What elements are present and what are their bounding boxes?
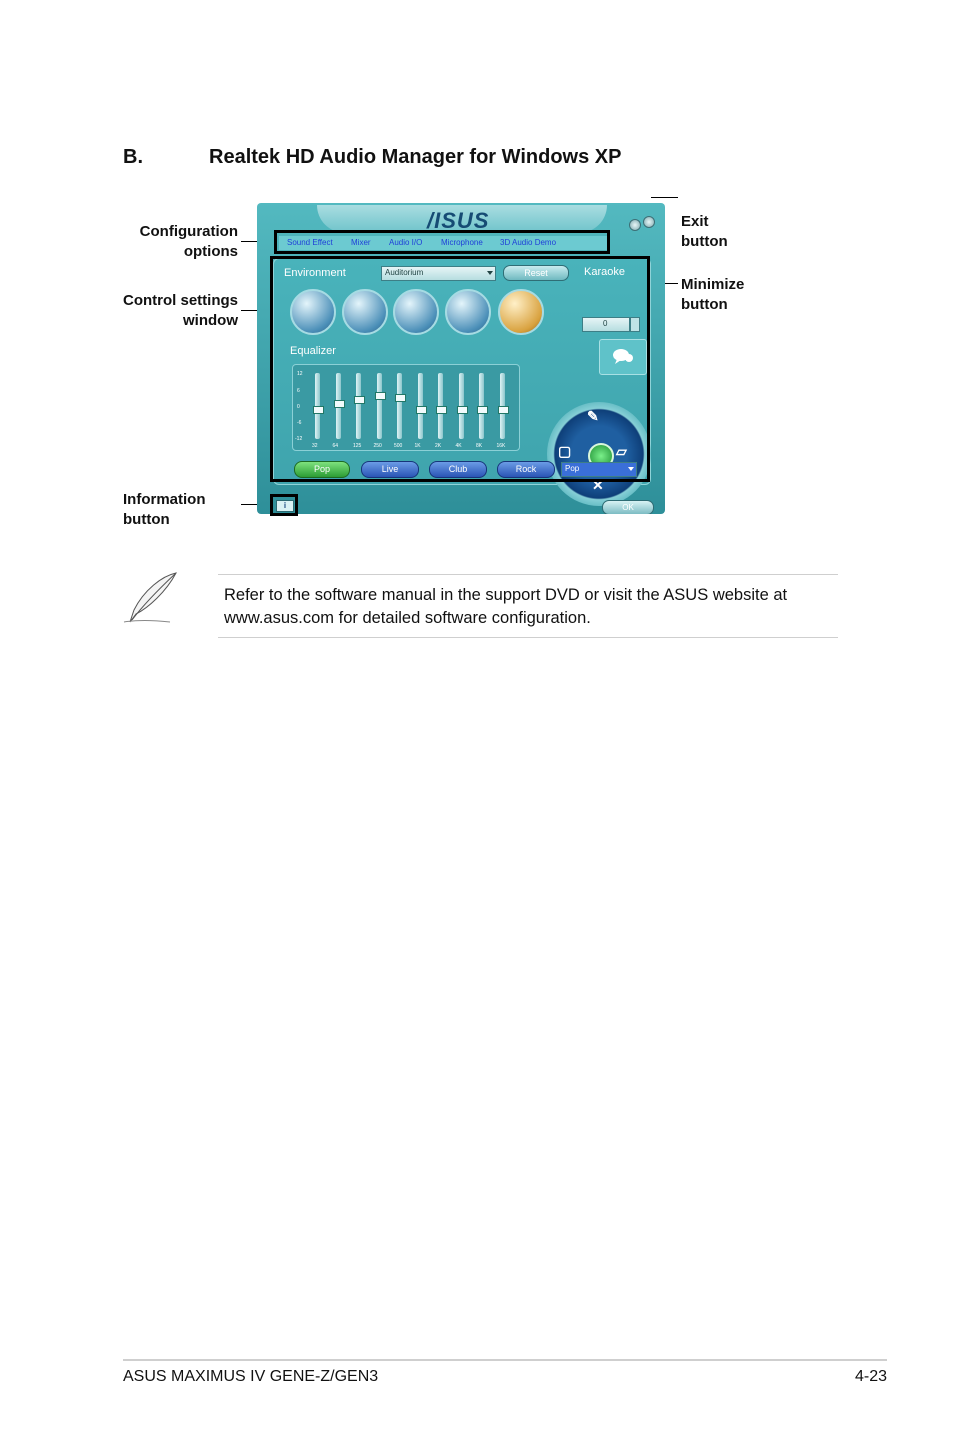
tab-microphone[interactable]: Microphone: [441, 238, 483, 247]
callout-info-line1: Information: [123, 491, 206, 508]
karaoke-value: 0: [603, 319, 608, 328]
eq-band-label: 64: [332, 443, 339, 449]
note-bottom-rule: [218, 637, 838, 638]
preset-live-button[interactable]: Live: [361, 461, 419, 478]
callout-info-line2: button: [123, 511, 170, 528]
preset-pop-button[interactable]: Pop: [294, 461, 350, 478]
eq-band-label: 250: [373, 443, 382, 449]
eq-scale-minus12: -12: [295, 436, 303, 442]
note-text: [224, 584, 824, 630]
eq-scale-12: 12: [297, 371, 303, 377]
callout-min-line2: button: [681, 296, 728, 313]
highlight-configuration-options: [274, 230, 610, 254]
eq-band-label: 16K: [496, 443, 506, 449]
karaoke-label: Karaoke: [584, 266, 625, 278]
highlight-control-settings: [270, 256, 650, 482]
note-top-rule: [218, 574, 838, 575]
info-icon[interactable]: i: [276, 500, 294, 512]
environment-value: Auditorium: [385, 268, 424, 277]
minimize-button[interactable]: [629, 219, 641, 231]
footer-rule: [123, 1359, 887, 1361]
delete-profile-icon[interactable]: ✕: [592, 477, 604, 493]
callout-exit-line2: button: [681, 233, 728, 250]
section-title: Realtek HD Audio Manager for Windows XP: [209, 146, 622, 168]
tab-audio-io[interactable]: Audio I/O: [389, 238, 423, 247]
eq-band-label: 8K: [476, 443, 483, 449]
ok-button[interactable]: OK: [602, 500, 654, 514]
callout-control-line2: window: [183, 312, 238, 329]
feather-note-icon: [122, 570, 180, 626]
eq-band-label: 1K: [414, 443, 421, 449]
callout-config-line2: options: [183, 243, 238, 260]
footer-page-number: 4-23: [854, 1368, 887, 1385]
eq-band-label: 32: [312, 443, 318, 449]
note-line2: www.asus.com for detailed software configuration.: [224, 609, 591, 627]
leader-exit-top: [651, 197, 678, 198]
eq-scale-minus6: -6: [297, 420, 302, 426]
callout-configuration-options: [120, 222, 238, 262]
callout-exit-button: [681, 212, 781, 252]
eq-band-label: 125: [353, 443, 362, 449]
exit-button[interactable]: [643, 216, 655, 228]
callout-minimize-button: [681, 275, 781, 315]
eq-band-label: 4K: [455, 443, 462, 449]
tab-sound-effect[interactable]: Sound Effect: [287, 238, 333, 247]
section-letter: B.: [123, 146, 143, 168]
callout-control-line1: Control settings: [123, 292, 238, 309]
note-line1: Refer to the software manual in the support DVD or visit the ASUS website at: [224, 586, 788, 604]
save-profile-icon[interactable]: ✎: [587, 408, 599, 424]
callout-information-button: [123, 490, 243, 530]
equalizer-label: Equalizer: [290, 345, 336, 357]
load-profile-icon[interactable]: ▢: [558, 443, 572, 459]
eq-scale-6: 6: [297, 388, 300, 394]
tab-3d-audio-demo[interactable]: 3D Audio Demo: [500, 238, 557, 247]
eq-band-label: 2K: [435, 443, 442, 449]
callout-exit-line1: Exit: [681, 213, 709, 230]
footer-product: ASUS MAXIMUS IV GENE-Z/GEN3: [123, 1368, 379, 1385]
tab-mixer[interactable]: Mixer: [351, 238, 371, 247]
reset-button[interactable]: Reset: [503, 265, 569, 281]
preset-club-button[interactable]: Club: [429, 461, 487, 478]
asus-logo: /ISUS: [427, 208, 490, 233]
environment-label: Environment: [284, 267, 346, 279]
eq-scale-0: 0: [297, 404, 300, 410]
highlight-information-button: [270, 494, 298, 516]
eq-band-label: 500: [394, 443, 403, 449]
callout-min-line1: Minimize: [681, 276, 745, 293]
callout-control-settings: [100, 291, 238, 331]
folder-icon[interactable]: ▱: [616, 443, 627, 459]
preset-select-value: Pop: [565, 464, 580, 473]
preset-rock-button[interactable]: Rock: [497, 461, 555, 478]
callout-config-line1: Configuration: [139, 223, 238, 240]
